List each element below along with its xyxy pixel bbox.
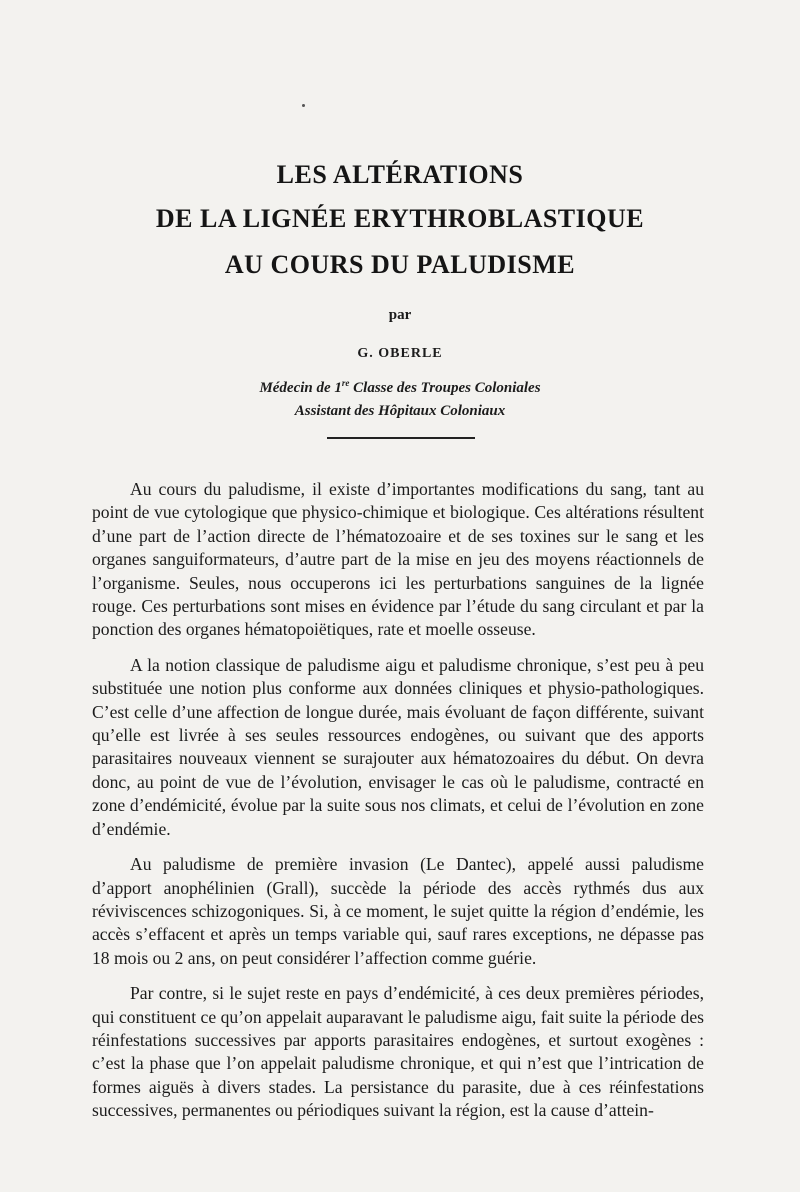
title-line-1: LES ALTÉRATIONS	[276, 160, 524, 189]
title-line-3: AU COURS DU PALUDISME	[224, 250, 576, 279]
ink-speck	[302, 104, 305, 107]
author-affiliation-1	[0, 378, 800, 397]
affiliation-1-superscript: re	[341, 378, 350, 388]
title-line-2: DE LA LIGNÉE ERYTHROBLASTIQUE	[155, 204, 645, 233]
separator-rule	[327, 437, 475, 439]
paragraph-1: Au cours du paludisme, il existe d’importantes modifications du sang, tant au point de vue cytologique que physico-chimique et biologique. Ces altérations résultent d’une part de l’action directe de l’hématozoaire et de ses toxines sur le sang et les organes sanguiformateurs, d’autre part de la mise en jeu des moyens réactionnels de l’organisme. Seules, nous occuperons ici les perturbations sanguines de la lignée rouge. Ces perturbations sont mises en évidence par l’étude du sang circulant et par la ponction des organes hématopoiëtiques, rate et moelle osseuse.	[92, 479, 704, 640]
byline-par: par	[388, 307, 412, 323]
affiliation-1-prefix: Médecin de 1	[259, 380, 342, 396]
affiliation-1-suffix: Classe des Troupes Coloniales	[349, 380, 541, 396]
author-name: G. OBERLE	[357, 346, 443, 361]
author-affiliation-2: Assistant des Hôpitaux Coloniaux	[294, 403, 506, 419]
paragraph-3: Au paludisme de première invasion (Le Dantec), appelé aussi paludisme d’apport anophélinien (Grall), succède la période des accès rythmés dus aux réviviscences schizogoniques. Si, à ce moment, le sujet quitte la région d’endémie, les accès s’effacent et après un temps variable qui, sauf rares exceptions, ne dépasse pas 18 mois ou 2 ans, on peut considérer l’affection comme guérie.	[92, 854, 704, 968]
body-text	[92, 478, 704, 1135]
paragraph-4: Par contre, si le sujet reste en pays d’endémicité, à ces deux premières périodes, qui constituent ce qu’on appelait auparavant le paludisme aigu, fait suite la période des réinfestations successives par apports parasitaires endogènes, et surtout exogènes : c’est la phase que l’on appelait paludisme chronique, et qui n’est que l’intrication de formes aiguës à divers stades. La persistance du parasite, due à ces réinfestations successives, permanentes ou périodiques suivant la région, est la cause d’attein-	[92, 983, 704, 1121]
paragraph-2: A la notion classique de paludisme aigu et paludisme chronique, s’est peu à peu substituée une notion plus conforme aux données cliniques et physio-pathologiques. C’est celle d’une affection de longue durée, mais évoluant de façon différente, suivant qu’elle est livrée à ses seules ressources endogènes, ou suivant que des apports parasitaires nouveaux viennent se surajouter aux hématozoaires du début. On devra donc, au point de vue de l’évolution, envisager le cas où le paludisme, contracté en zone d’endémicité, évolue par la suite sous nos climats, et celui de l’évolution en zone d’endémie.	[92, 654, 704, 839]
